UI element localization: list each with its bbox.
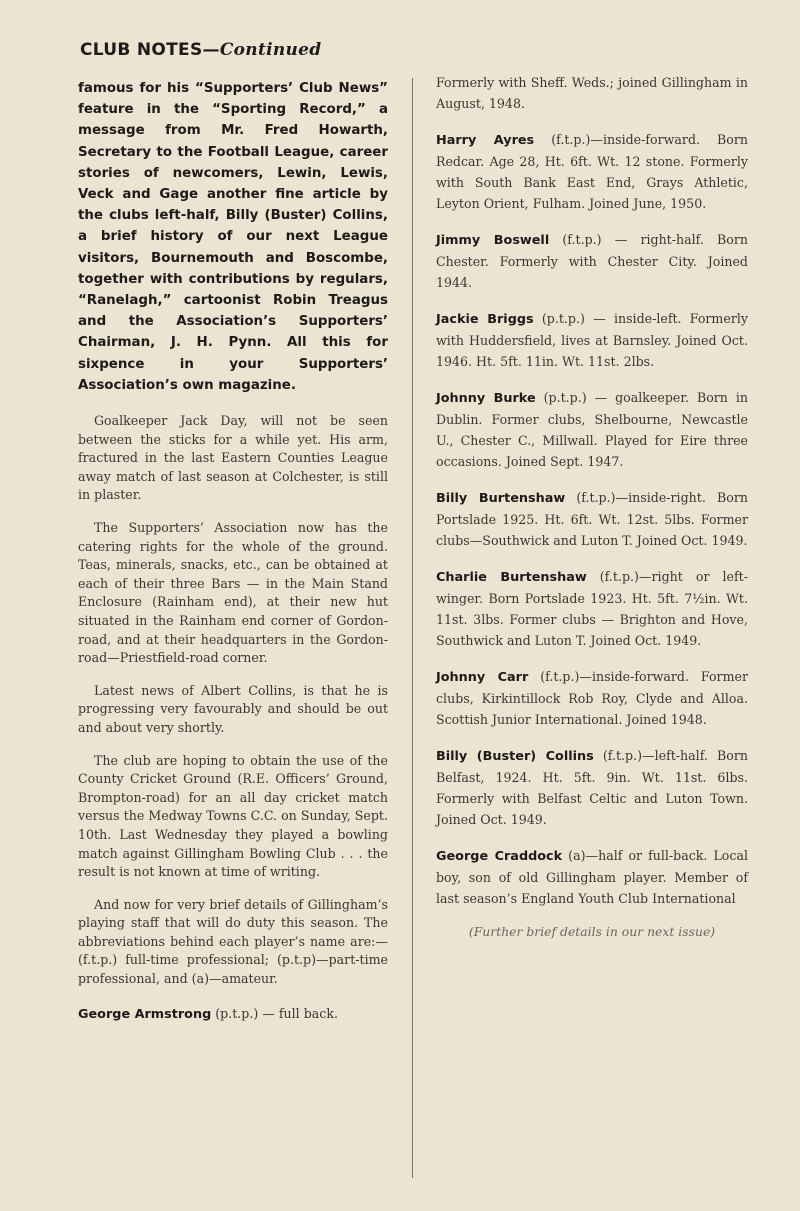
player-entry-carr — [436, 666, 748, 730]
player-details: (f.t.p.)—right or left-winger. Born Portslade 1923. Ht. 5ft. 7½in. Wt. 11st. 3lbs. Former clubs — Brighton and Hove, Southwick and Luton T. Joined Oct. 1949. — [436, 569, 748, 648]
left-column — [78, 78, 388, 1040]
paragraph-catering: The Supporters’ Association now has the catering rights for the whole of the ground. Teas, minerals, snacks, etc., can be obtained at each of their three Bars — in the Main Stand Enclosure (Rainham end), at their new hut situated in the Rainham end corner of Gordon-road, and at their headquarters in the Gordon-road—Priestfield-road corner. — [78, 520, 388, 666]
player-details: (f.t.p.)—left-half. Born Belfast, 1924. Ht. 5ft. 9in. Wt. 11st. 6lbs. Formerly with Belfast Celtic and Luton Town. Joined Oct. 1949. — [436, 748, 748, 827]
player-details: (a)—half or full-back. Local boy, son of old Gillingham player. Member of last season’s England Youth Club International — [436, 848, 748, 906]
heading-title: CLUB NOTES— — [80, 40, 220, 60]
heading-continued: Continued — [219, 40, 322, 60]
right-column — [436, 72, 748, 951]
player-entry-ayres — [436, 129, 748, 214]
player-entry-billy-burtenshaw — [436, 487, 748, 551]
player-entry-boswell — [436, 229, 748, 293]
player-entry-armstrong — [78, 1003, 388, 1025]
player-name: Harry Ayres — [436, 133, 535, 148]
footer-note: (Further brief details in our next issue) — [468, 924, 716, 939]
player-name: Johnny Carr — [436, 670, 529, 685]
player-entry-collins — [436, 745, 748, 830]
player-details: (p.t.p.) — goalkeeper. Born in Dublin. Former clubs, Shelbourne, Newcastle U., Chester C., Millwall. Played for Eire three occasions. Joined Sept. 1947. — [436, 390, 749, 469]
intro-paragraph: famous for his “Supporters’ Club News” feature in the “Sporting Record,” a message from Mr. Fred Howarth, Secretary to the Football League, career stories of newcomers, Lewin, Lewis, Veck and Gage another fine article by the clubs left-half, Billy (Buster) Collins, a brief history of our next League visitors, Bournemouth and Boscombe, together with contributions by regulars, “Ranelagh,” cartoonist Robin Treagus and the Association’s Supporters’ Chairman, J. H. Pynn. All this for sixpence in your Supporters’ Association’s own magazine. — [78, 81, 388, 393]
player-details: (f.t.p.) — right-half. Born Chester. Formerly with Chester City. Joined 1944. — [436, 232, 748, 290]
player-entry-burke — [436, 387, 748, 472]
player-name: Billy (Buster) Collins — [436, 749, 594, 764]
player-name: Jimmy Boswell — [436, 233, 550, 248]
player-name: Billy Burtenshaw — [436, 491, 566, 506]
column-divider — [412, 78, 413, 1178]
player-entry-briggs — [436, 308, 748, 372]
player-details: (f.t.p.)—inside-right. Born Portslade 1925. Ht. 6ft. Wt. 12st. 5lbs. Former clubs—Southwick and Luton T. Joined Oct. 1949. — [436, 490, 748, 548]
section-heading — [80, 40, 322, 60]
paragraph-abbreviations: And now for very brief details of Gillingham’s playing staff that will do duty this season. The abbreviations behind each player’s name are:—(f.t.p.) full-time professional; (p.t.p)—part-time professional, and (a)—amateur. — [78, 896, 388, 987]
player-details: (f.t.p.)—inside-forward. Former clubs, Kirkintillock Rob Roy, Clyde and Alloa. Scottish Junior International. Joined 1948. — [436, 669, 748, 727]
player-details: (p.t.p.) — full back. — [211, 1005, 338, 1021]
paragraph-cricket: The club are hoping to obtain the use of the County Cricket Ground (R.E. Officers’ Ground, Brompton-road) for an all day cricket match versus the Medway Towns C.C. on Sunday, Sept. 10th. Last Wednesday they played a bowling match against Gillingham Bowling Club . . . the result is not known at time of writing. — [78, 752, 388, 880]
player-name: Charlie Burtenshaw — [436, 570, 587, 585]
player-details: (f.t.p.)—inside-forward. Born Redcar. Age 28, Ht. 6ft. Wt. 12 stone. Formerly with South Bank East End, Grays Athletic, Leyton Orient, Fulham. Joined June, 1950. — [436, 132, 748, 211]
player-name: George Craddock — [436, 849, 563, 864]
paragraph-albert-collins: Latest news of Albert Collins, is that he is progressing very favourably and should be out and about very shortly. — [78, 682, 388, 735]
player-name: Jackie Briggs — [436, 312, 534, 327]
continuation-text: Formerly with Sheff. Weds.; joined Gillingham in August, 1948. — [436, 75, 748, 111]
player-name: Johnny Burke — [436, 391, 536, 406]
player-details: (p.t.p.) — inside-left. Formerly with Huddersfield, lives at Barnsley. Joined Oct. 1946. Ht. 5ft. 11in. Wt. 11st. 2lbs. — [436, 311, 748, 369]
paragraph-jack-day: Goalkeeper Jack Day, will not be seen between the sticks for a while yet. His arm, fractured in the last Eastern Counties League away match of last season at Colchester, is still in plaster. — [78, 413, 388, 503]
player-name: George Armstrong — [78, 1006, 212, 1022]
player-entry-craddock — [436, 845, 748, 909]
player-entry-charlie-burtenshaw — [436, 566, 748, 651]
